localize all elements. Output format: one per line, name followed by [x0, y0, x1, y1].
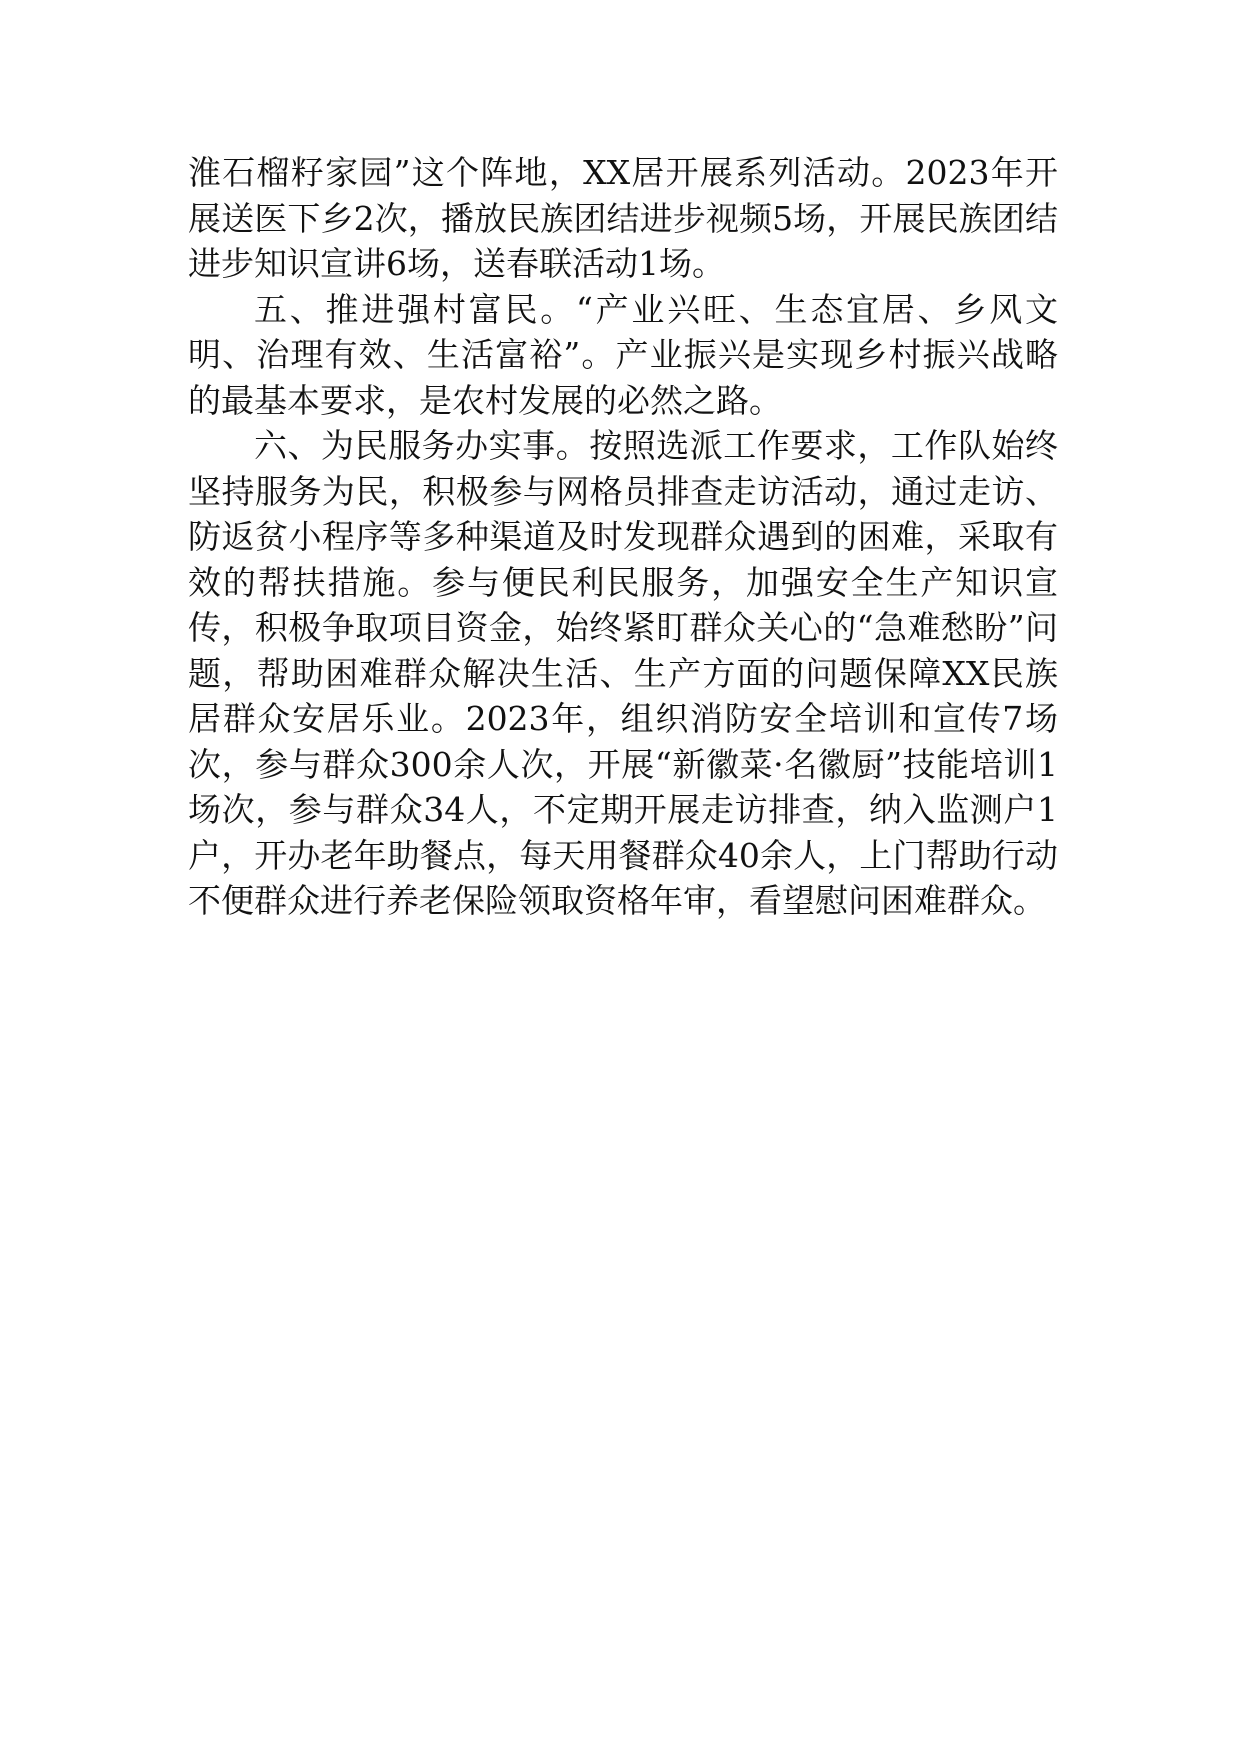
- paragraph-2: 五、推进强村富民。“产业兴旺、生态宜居、乡风文明、治理有效、生活富裕”。产业振兴是实现乡村振兴战略的最基本要求，是农村发展的必然之路。: [188, 289, 1058, 420]
- paragraph-3: 六、为民服务办实事。按照选派工作要求，工作队始终坚持服务为民，积极参与网格员排查走访活动，通过走访、防返贫小程序等多种渠道及时发现群众遇到的困难，采取有效的帮扶措施。参与便民利民服务，加强安全生产知识宣传，积极争取项目资金，始终紧盯群众关心的“急难愁盼”问题，帮助困难群众解决生活、生产方面的问题保障XX民族居群众安居乐业。2023年，组织消防安全培训和宣传7场次，参与群众300余人次，开展“新徽菜·名徽厨”技能培训1场次，参与群众34人，不定期开展走访排查，纳入监测户1户，开办老年助餐点，每天用餐群众40余人，上门帮助行动不便群众进行养老保险领取资格年审，看望慰问困难群众。: [188, 426, 1058, 920]
- paragraph-1: 淮石榴籽家园”这个阵地，XX居开展系列活动。2023年开展送医下乡2次，播放民族团结进步视频5场，开展民族团结进步知识宣讲6场，送春联活动1场。: [188, 153, 1058, 283]
- document-body: [188, 150, 1058, 924]
